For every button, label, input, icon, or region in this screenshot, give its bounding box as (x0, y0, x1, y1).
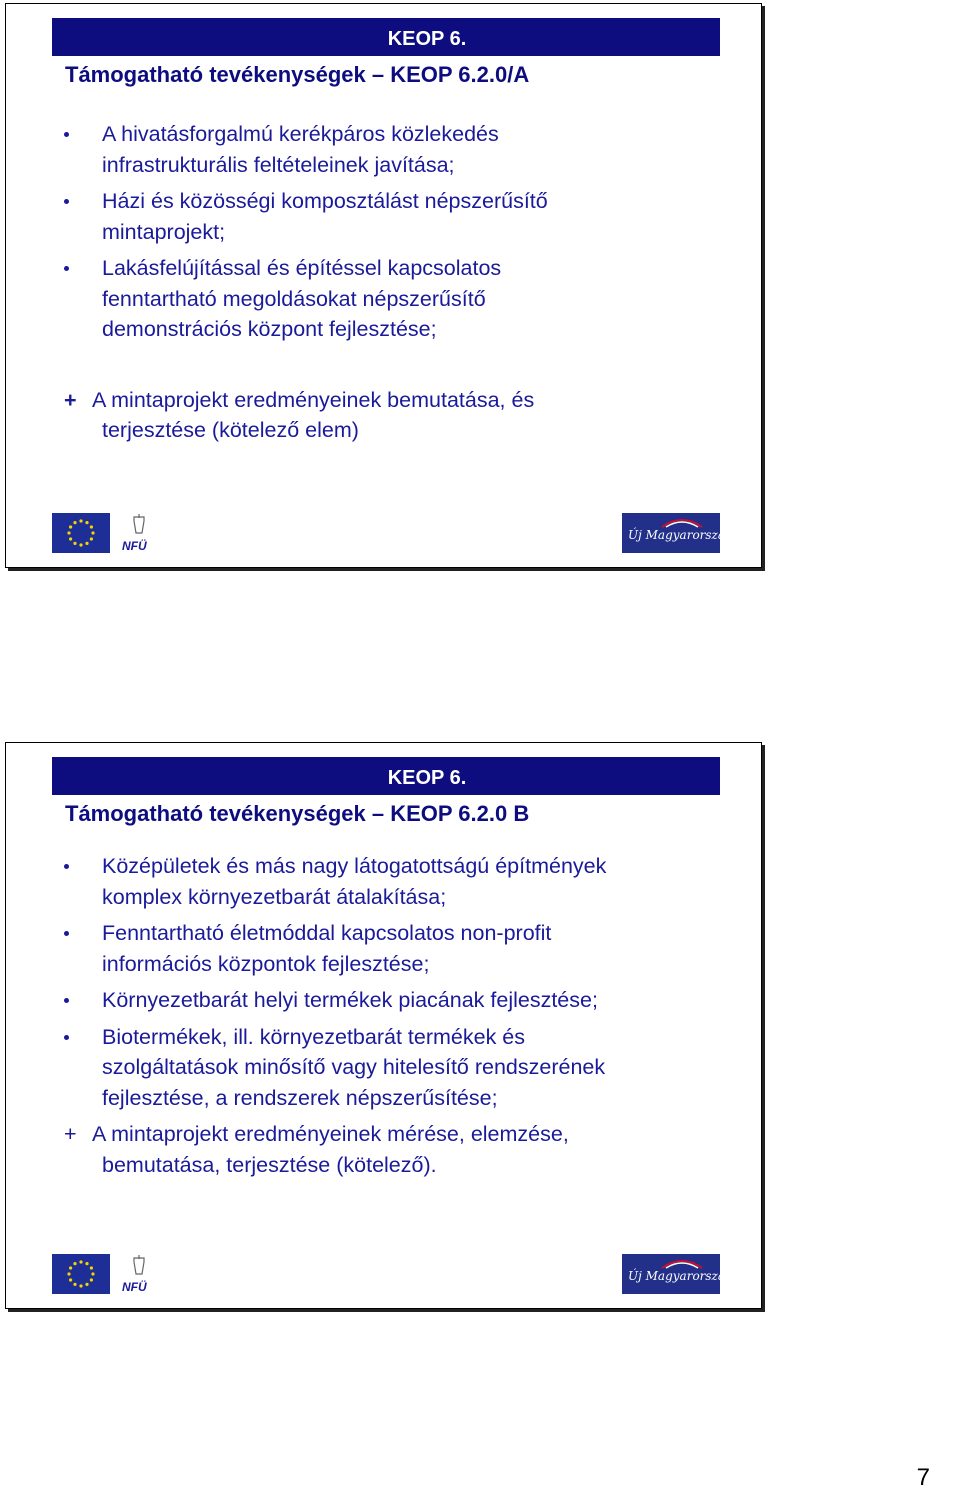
slide-1 (5, 3, 762, 568)
nfu-logo-label: NFÜ (122, 1280, 147, 1294)
plus-icon: + (64, 1122, 77, 1146)
list-item: Lakásfelújítással és építéssel kapcsolatos fenntartható megoldásokat népszerűsítő demonstrációs központ fejlesztése; (64, 253, 714, 345)
logo-row (52, 513, 733, 555)
list-item: Házi és közösségi komposztálást népszerűsítő mintaprojekt; (64, 186, 714, 247)
list-item: Középületek és más nagy látogatottságú építmények komplex környezetbarát átalakítása; (64, 851, 714, 912)
slide-header-bar (52, 18, 720, 56)
slide-header-bar (52, 757, 720, 795)
list-item-plus: + A mintaprojekt eredményeinek mérése, elemzése, bemutatása, terjesztése (kötelező). (64, 1119, 714, 1180)
eu-flag-icon (52, 513, 110, 553)
slide-title: Támogatható tevékenységek – KEOP 6.2.0/A (65, 62, 530, 87)
list-item: A hivatásforgalmú kerékpáros közlekedés infrastrukturális feltételeinek javítása; (64, 119, 714, 180)
list-item: Biotermékek, ill. környezetbarát termékek és szolgáltatások minősítő vagy hitelesítő rendszerének fejlesztése, a rendszerek népszerűsítése; (64, 1022, 714, 1114)
uj-magyarorszag-logo: Új Magyarország (622, 1254, 720, 1294)
list-item: Fenntartható életmóddal kapcsolatos non-profit információs központok fejlesztése; (64, 918, 714, 979)
slide-header-label: KEOP 6. (387, 28, 467, 50)
slide-header-label: KEOP 6. (387, 767, 467, 789)
logo-row (52, 1254, 733, 1296)
eu-flag-icon (52, 1254, 110, 1294)
slide-title: Támogatható tevékenységek – KEOP 6.2.0 B (65, 801, 530, 826)
slide-2-list (64, 851, 714, 1180)
page-number: 7 (916, 1464, 930, 1491)
slide-1-list (64, 119, 714, 446)
nfu-logo-label: NFÜ (122, 539, 147, 553)
slide-2 (5, 742, 762, 1309)
plus-icon: + (64, 387, 77, 412)
list-item: Környezetbarát helyi termékek piacának fejlesztése; (64, 985, 714, 1016)
list-item-plus: + A mintaprojekt eredményeinek bemutatása, és terjesztése (kötelező elem) (64, 385, 714, 446)
uj-magyarorszag-logo: Új Magyarország (622, 513, 720, 553)
